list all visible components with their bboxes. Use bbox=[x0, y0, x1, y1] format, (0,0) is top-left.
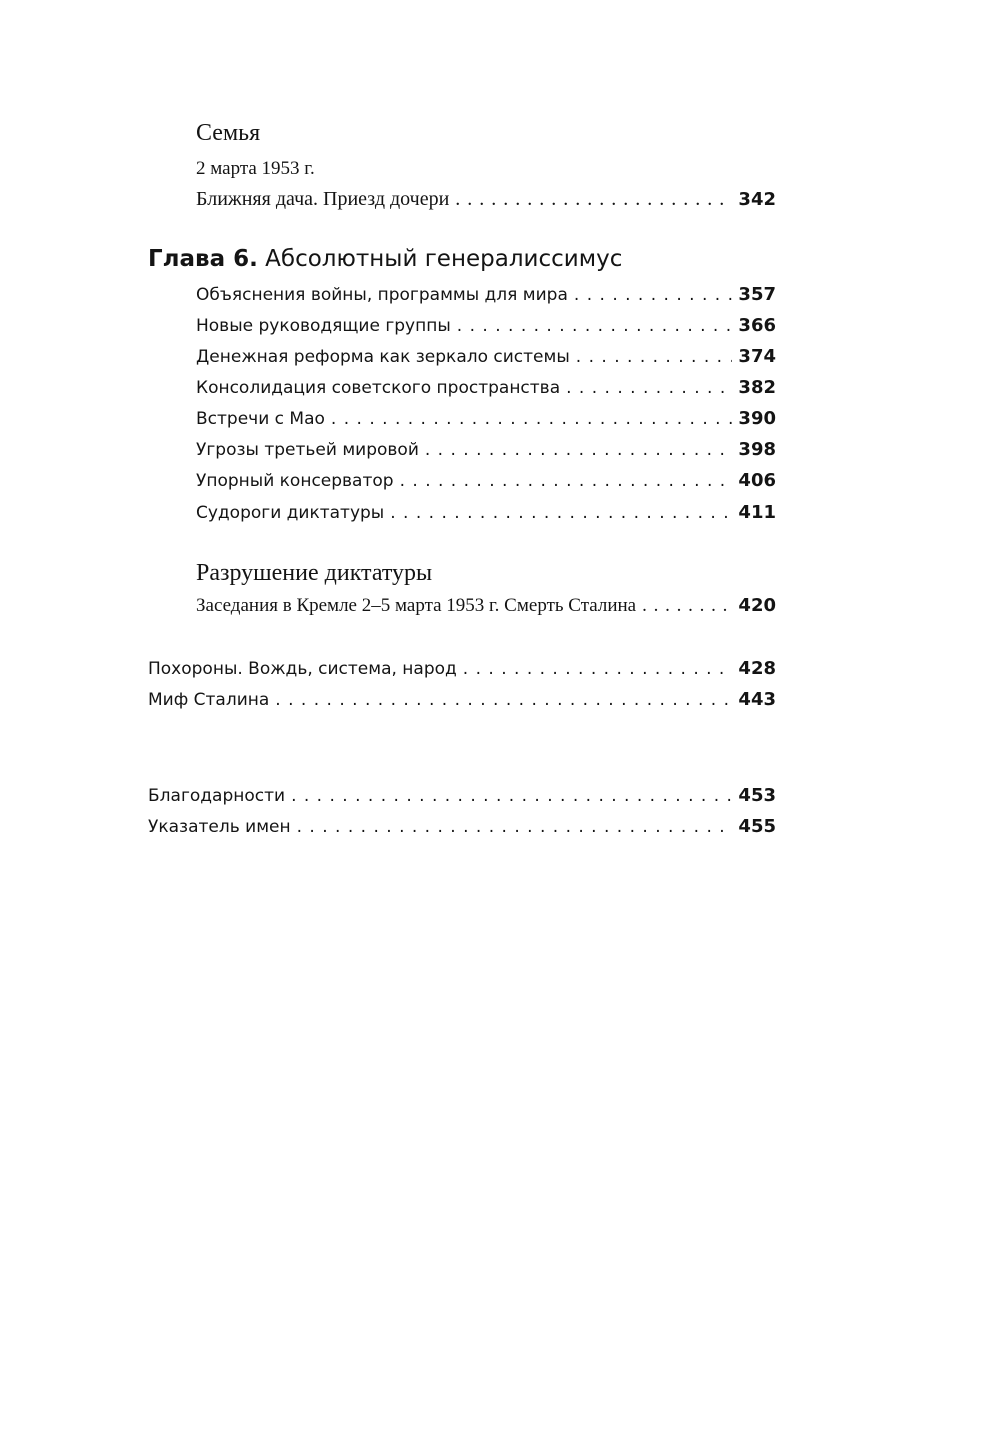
toc-entry-label: Упорный консерватор bbox=[196, 471, 394, 491]
toc-entry-page: 342 bbox=[738, 189, 776, 210]
toc-entry-page: 374 bbox=[738, 346, 776, 367]
dot-leader bbox=[297, 817, 733, 837]
toc-entry-label: Консолидация советского пространства bbox=[196, 378, 561, 398]
toc-entry-label: Миф Сталина bbox=[148, 690, 270, 710]
toc-entry-page: 406 bbox=[738, 470, 776, 491]
toc-entry[interactable] bbox=[148, 689, 776, 710]
toc-entry[interactable] bbox=[196, 346, 776, 367]
chapter-number: Глава 6. bbox=[148, 246, 258, 272]
dot-leader bbox=[455, 188, 732, 211]
dot-leader bbox=[457, 316, 733, 336]
toc-entry-label: Похороны. Вождь, система, народ bbox=[148, 659, 457, 679]
section-date: 2 марта 1953 г. bbox=[196, 158, 315, 179]
dot-leader bbox=[574, 285, 733, 305]
toc-entry-page: 357 bbox=[738, 284, 776, 305]
chapter-title: Абсолютный генералиссимус bbox=[265, 246, 623, 272]
dot-leader bbox=[275, 690, 732, 710]
dot-leader bbox=[576, 347, 733, 367]
toc-entry[interactable] bbox=[196, 284, 776, 305]
toc-entry-page: 453 bbox=[738, 785, 776, 806]
toc-entry[interactable] bbox=[196, 470, 776, 491]
toc-entry-label: Новые руководящие группы bbox=[196, 316, 451, 336]
toc-entry[interactable] bbox=[196, 377, 776, 398]
toc-entry-page: 398 bbox=[738, 439, 776, 460]
toc-entry[interactable] bbox=[196, 188, 776, 211]
toc-entry[interactable] bbox=[196, 502, 776, 523]
section-title-destruction: Разрушение диктатуры bbox=[196, 560, 433, 586]
toc-entry-page: 455 bbox=[738, 816, 776, 837]
toc-entry-label: Благодарности bbox=[148, 786, 286, 806]
toc-entry-page: 390 bbox=[738, 408, 776, 429]
toc-entry-label: Встречи с Мао bbox=[196, 409, 325, 429]
dot-leader bbox=[463, 659, 733, 679]
toc-entry-page: 382 bbox=[738, 377, 776, 398]
toc-entry[interactable] bbox=[148, 816, 776, 837]
dot-leader bbox=[390, 503, 732, 523]
toc-entry-label: Угрозы третьей мировой bbox=[196, 440, 419, 460]
dot-leader bbox=[400, 471, 733, 491]
dot-leader bbox=[642, 595, 732, 617]
toc-entry[interactable] bbox=[196, 408, 776, 429]
dot-leader bbox=[331, 409, 733, 429]
section-title-family: Семья bbox=[196, 120, 261, 146]
toc-entry[interactable] bbox=[196, 439, 776, 460]
dot-leader bbox=[291, 786, 732, 806]
toc-entry-page: 420 bbox=[738, 595, 776, 616]
toc-entry-page: 366 bbox=[738, 315, 776, 336]
dot-leader bbox=[566, 378, 732, 398]
toc-entry-label: Объяснения войны, программы для мира bbox=[196, 285, 568, 305]
toc-entry-label: Ближняя дача. Приезд дочери bbox=[196, 188, 450, 210]
toc-entry-page: 428 bbox=[738, 658, 776, 679]
toc-entry-label: Судороги диктатуры bbox=[196, 503, 385, 523]
toc-entry[interactable] bbox=[148, 785, 776, 806]
toc-entry[interactable] bbox=[148, 658, 776, 679]
dot-leader bbox=[425, 440, 733, 460]
toc-entry-label: Денежная реформа как зеркало системы bbox=[196, 347, 570, 367]
chapter-heading bbox=[148, 246, 622, 272]
toc-entry-label: Указатель имен bbox=[148, 817, 291, 837]
toc-entry-page: 411 bbox=[738, 502, 776, 523]
toc-entry-page: 443 bbox=[738, 689, 776, 710]
toc-entry-label: Заседания в Кремле 2–5 марта 1953 г. Смерть Сталина bbox=[196, 595, 637, 616]
toc-entry[interactable] bbox=[196, 595, 776, 617]
toc-entry[interactable] bbox=[196, 315, 776, 336]
